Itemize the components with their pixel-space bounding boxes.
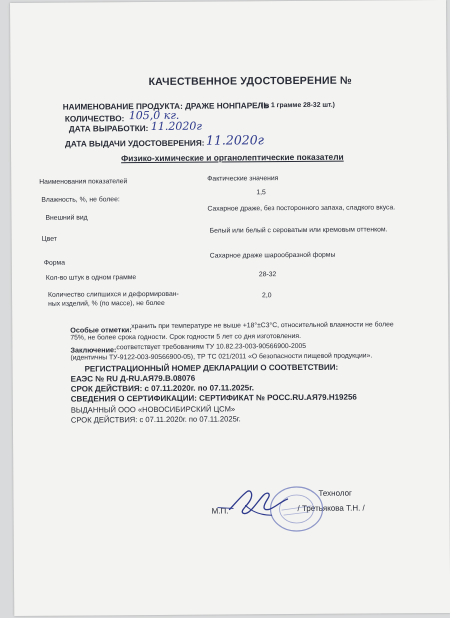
quantity-value: 105,0 кг. bbox=[128, 108, 180, 123]
production-date-value: 11.2020г bbox=[150, 119, 202, 134]
certificate-validity: СРОК ДЕЙСТВИЯ: с 07.11.2020г. по 07.11.2025г. bbox=[70, 414, 241, 425]
production-date-label: ДАТА ВЫРАБОТКИ: bbox=[68, 124, 149, 134]
issue-date-value: 11.2020г bbox=[205, 132, 265, 148]
special-notes-label: Особые отметки: bbox=[70, 325, 132, 335]
document-title: КАЧЕСТВЕННОЕ УДОСТОВЕРЕНИЕ № bbox=[148, 74, 352, 89]
row-appearance-value: Сахарное драже, без посторонного запаха, сладкого вкуса. bbox=[207, 204, 396, 213]
row-count-name: Кол-во штук в одном грамме bbox=[45, 274, 137, 282]
row-count-value: 28-32 bbox=[258, 271, 277, 279]
special-notes-text-1: хранить при температуре не выше +18°±С3°С, относительной влажности не более bbox=[131, 321, 394, 331]
eaes-number: ЕАЭС № RU Д-RU.АЯ79.В.08076 bbox=[70, 373, 196, 384]
conclusion-label: Заключение: bbox=[70, 345, 117, 355]
row-color-name: Цвет bbox=[41, 235, 57, 243]
table-header-value: Фактические значения bbox=[207, 175, 279, 183]
special-notes-text-2: 75%, не более срока годности. Срок годности 5 лет со дня изготовления. bbox=[70, 332, 302, 342]
row-deformed-name-2: ных изделий, % (по массе), не более bbox=[48, 299, 165, 308]
declaration-validity: СРОК ДЕЙСТВИЯ: с 07.11.2020г. по 07.11.2025г. bbox=[70, 383, 255, 394]
product-label: НАИМЕНОВАНИЕ ПРОДУКТА: ДРАЖЕ НОНПАРЕЛЬ bbox=[62, 101, 270, 112]
certificate-line: СВЕДЕНИЯ О СЕРТИФИКАЦИИ: СЕРТИФИКАТ № РОСС.RU.АЯ79.Н19256 bbox=[70, 392, 357, 404]
issued-by: ВЫДАННЫЙ ООО «НОВОСИБИРСКИЙ ЦСМ» bbox=[70, 404, 236, 415]
conclusion-text-1: соответствует требованиям ТУ 10.82.23-003-90566900-2005 bbox=[116, 342, 307, 352]
technologist-role: Технолог bbox=[318, 488, 352, 498]
row-deformed-value: 2,0 bbox=[262, 292, 272, 300]
row-deformed-name-1: Количество слипшихся и деформирован- bbox=[48, 290, 179, 299]
row-moisture-name: Влажность, %, не более: bbox=[41, 196, 120, 204]
signature-mark bbox=[211, 481, 301, 532]
table-header-indicator: Наименования показателей bbox=[39, 178, 128, 186]
certificate-sheet bbox=[10, 0, 450, 616]
product-note: ( в 1 грамме 28-32 шт.) bbox=[260, 101, 335, 110]
stamp-place-label: М.П. bbox=[211, 506, 229, 516]
registration-heading: РЕГИСТРАЦИОННЫЙ НОМЕР ДЕКЛАРАЦИИ О СООТВЕТСТВИИ: bbox=[84, 362, 339, 374]
row-appearance-name: Внешний вид bbox=[45, 214, 88, 222]
quantity-label: КОЛИЧЕСТВО: bbox=[64, 114, 125, 124]
conclusion-text-2: (идентичны ТУ-9122-003-90566900-05), ТР ТС 021/2011 «О безопасности пищевой продукции». bbox=[70, 352, 373, 362]
row-moisture-value: 1,5 bbox=[256, 189, 266, 197]
section-title: Физико-химические и органолептические показатели bbox=[121, 151, 344, 164]
technologist-name: / Третьякова Т.Н. / bbox=[297, 503, 365, 514]
row-shape-value: Сахарное драже шарообразной формы bbox=[209, 251, 336, 260]
issue-date-label: ДАТА ВЫДАЧИ УДОСТОВЕРЕНИЯ: bbox=[64, 138, 205, 149]
row-shape-name: Форма bbox=[43, 259, 66, 267]
row-color-value: Белый или белый с сероватым или кремовым оттенком. bbox=[209, 226, 388, 235]
